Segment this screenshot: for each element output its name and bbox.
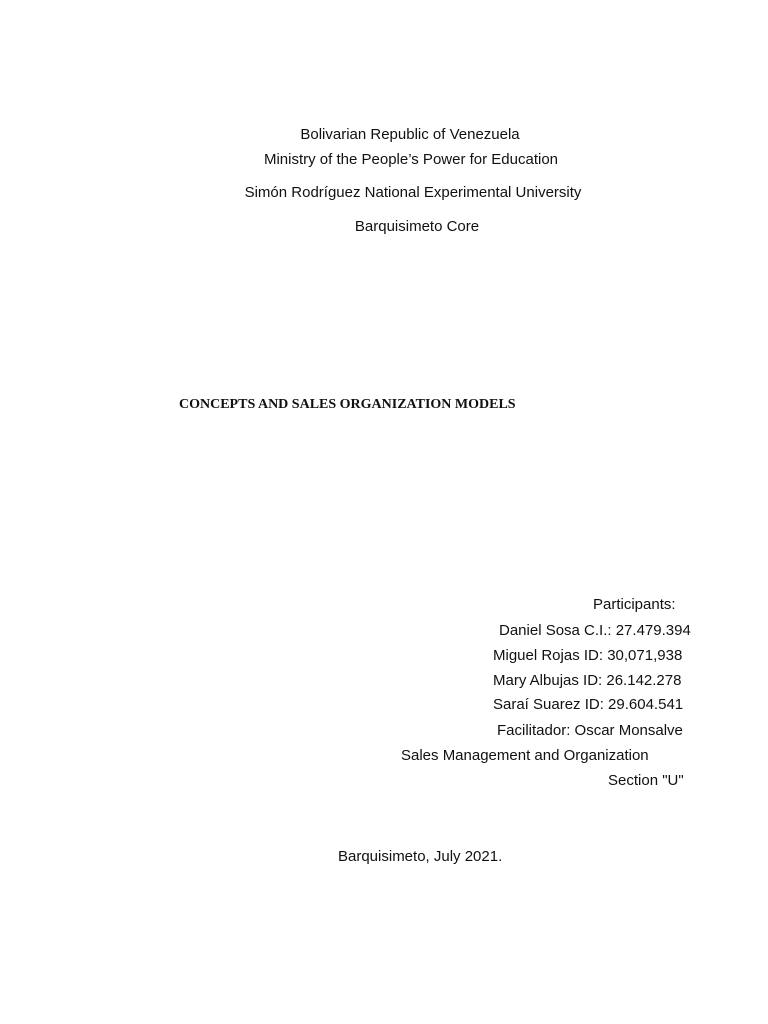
facilitator: Facilitador: Oscar Monsalve xyxy=(497,722,683,739)
header-ministry: Ministry of the People’s Power for Education xyxy=(263,151,559,168)
participant-3: Mary Albujas ID: 26.142.278 xyxy=(493,672,682,689)
participants-label: Participants: xyxy=(593,596,676,613)
participant-1: Daniel Sosa C.I.: 27.479.394 xyxy=(499,622,691,639)
header-university: Simón Rodríguez National Experimental University xyxy=(244,184,582,201)
participant-4: Saraí Suarez ID: 29.604.541 xyxy=(493,696,684,713)
course-name: Sales Management and Organization xyxy=(401,747,649,764)
participant-2: Miguel Rojas ID: 30,071,938 xyxy=(493,647,683,664)
place-date: Barquisimeto, July 2021. xyxy=(338,848,503,865)
document-title: CONCEPTS AND SALES ORGANIZATION MODELS xyxy=(179,397,516,412)
section: Section "U" xyxy=(608,772,684,789)
header-republic: Bolivarian Republic of Venezuela xyxy=(300,126,520,143)
header-core: Barquisimeto Core xyxy=(354,218,480,235)
